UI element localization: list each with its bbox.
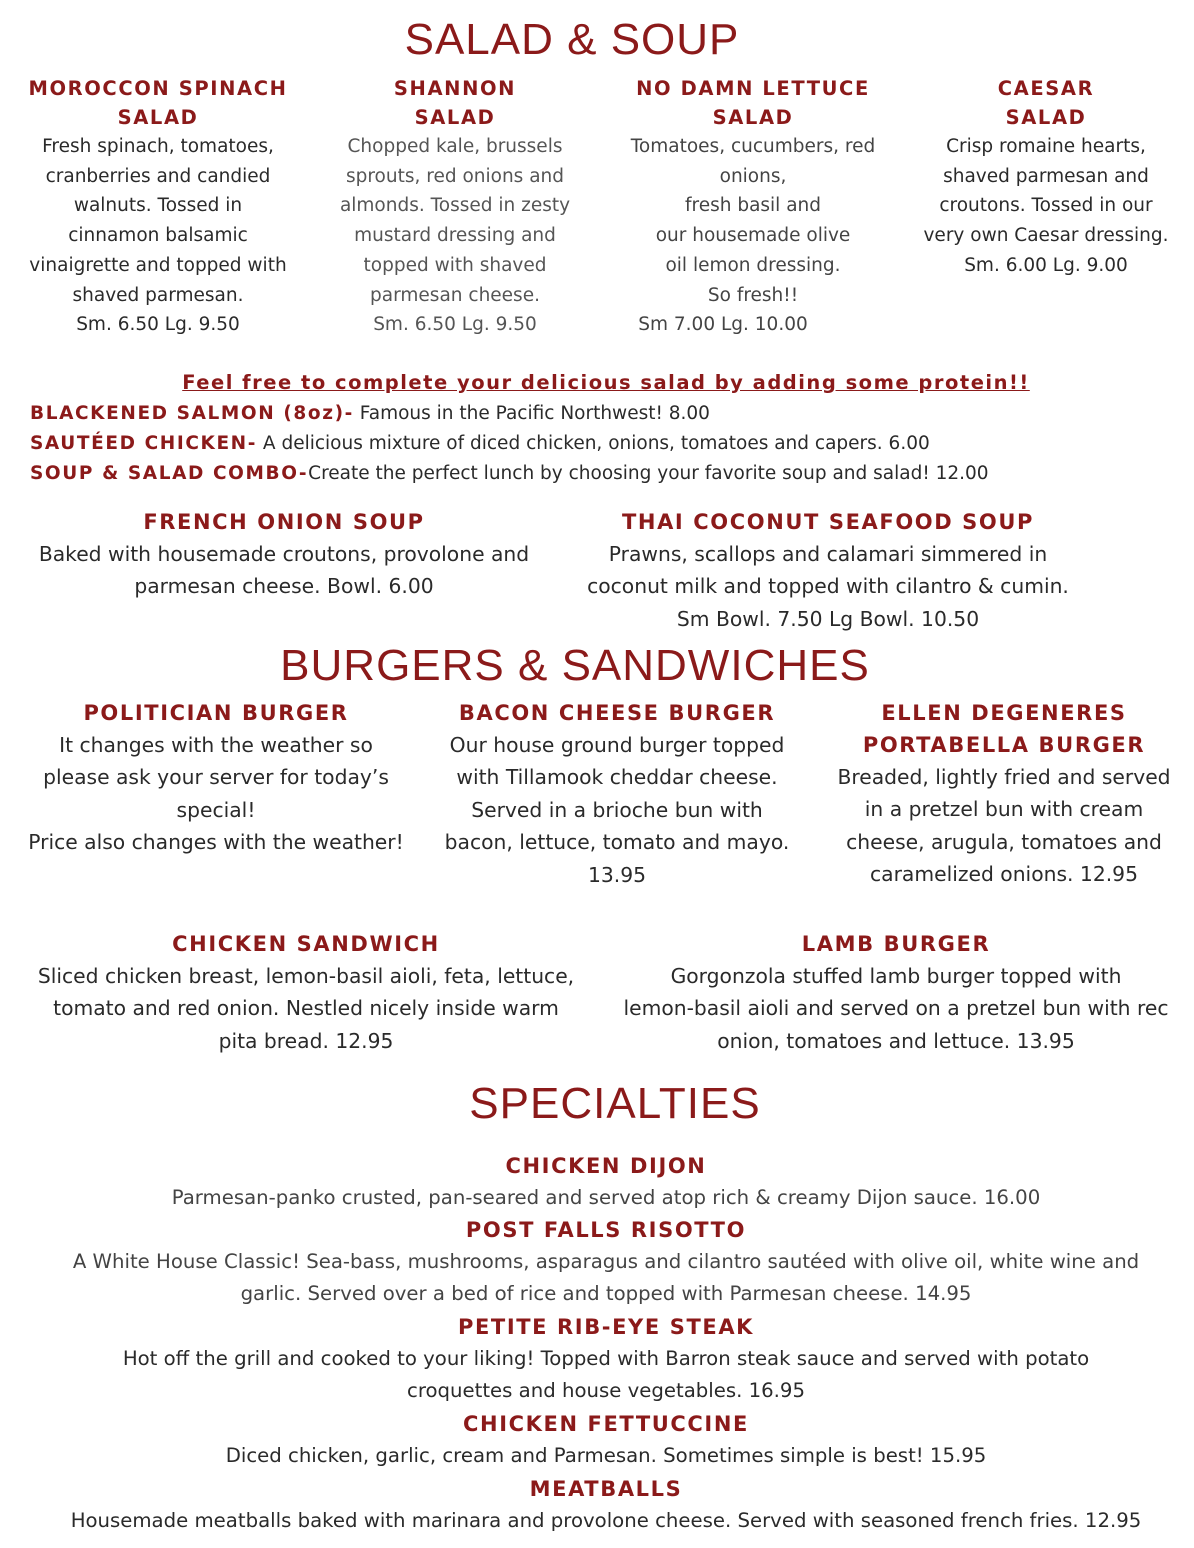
item-name: ELLEN DEGENERES PORTABELLA BURGER — [862, 701, 1146, 757]
menu-item-lamb-burger — [604, 928, 1188, 1057]
protein-item-soup-salad-combo — [30, 459, 989, 488]
item-name: PETITE RIB-EYE STEAK — [457, 1315, 755, 1339]
item-name: MEATBALLS — [529, 1477, 683, 1501]
item-name: NO DAMN LETTUCE SALAD — [636, 77, 870, 129]
item-description: A delicious mixture of diced chicken, onions, tomatoes and capers. 6.00 — [257, 433, 930, 454]
item-description: Diced chicken, garlic, cream and Parmesan. Sometimes simple is best! 15.95 — [225, 1444, 987, 1467]
item-description: Gorgonzola stuffed lamb burger topped with lemon-basil aioli and served on a pretzel bun with rec onion, tomatoes and lettuce. 13.95 — [623, 964, 1169, 1053]
item-description: Our house ground burger topped with Tillamook cheddar cheese. Served in a brioche bun with bacon, lettuce, tomato and mayo. 13.95 — [444, 733, 790, 887]
item-description: Housemade meatballs baked with marinara and provolone cheese. Served with seasoned french fries. 12.95 — [70, 1509, 1142, 1532]
menu-item-chicken-dijon — [0, 1150, 1194, 1214]
item-name: SAUTÉED CHICKEN- — [30, 433, 258, 454]
item-name: SOUP & SALAD COMBO- — [30, 463, 309, 484]
item-name: MOROCCON SPINACH SALAD — [28, 77, 288, 129]
item-description: Create the perfect lunch by choosing your favorite soup and salad! 12.00 — [308, 463, 989, 484]
item-description: Prawns, scallops and calamari simmered in coconut milk and topped with cilantro & cumin. Sm Bowl. 7.50 Lg Bowl. 10.50 — [587, 542, 1069, 631]
item-description: Fresh spinach, tomatoes, cranberries and candied walnuts. Tossed in cinnamon balsamic vinaigrette and topped with shaved parmesan. Sm. 6.50 Lg. 9.50 — [29, 136, 287, 336]
item-description: Breaded, lightly fried and served in a pretzel bun with cream cheese, arugula, tomatoes and caramelized onions. 12.95 — [837, 765, 1171, 887]
item-name: POST FALLS RISOTTO — [465, 1218, 747, 1242]
item-name: CHICKEN FETTUCCINE — [463, 1412, 749, 1436]
item-description: It changes with the weather so please ask your server for today’s special! Price also changes with the weather! — [28, 733, 404, 855]
section-title-specialties: SPECIALTIES — [469, 1079, 761, 1128]
item-name: BACON CHEESE BURGER — [458, 701, 776, 725]
item-name: CAESAR SALAD — [997, 77, 1095, 129]
menu-item-politician-burger — [16, 697, 416, 859]
section-title-burgers-sandwiches: BURGERS & SANDWICHES — [280, 641, 870, 690]
menu-item-caesar-salad — [906, 74, 1186, 281]
menu-item-ellen-degeneres-portabella-burger — [820, 697, 1188, 891]
item-name: THAI COCONUT SEAFOOD SOUP — [621, 510, 1034, 534]
item-description: Hot off the grill and cooked to your liking! Topped with Barron steak sauce and served with potato croquettes and house vegetables. 16.95 — [122, 1347, 1090, 1403]
protein-item-blackened-salmon — [30, 399, 710, 428]
item-description: Baked with housemade croutons, provolone and parmesan cheese. Bowl. 6.00 — [38, 542, 530, 599]
item-name: BLACKENED SALMON (8oz)- — [30, 403, 354, 424]
menu-item-meatballs — [0, 1473, 1194, 1537]
protein-heading: Feel free to complete your delicious salad by adding some protein!! — [182, 371, 1030, 394]
menu-item-moroccon-spinach-salad — [18, 74, 298, 340]
menu-item-bacon-cheese-burger — [420, 697, 814, 891]
item-name: LAMB BURGER — [801, 932, 991, 956]
item-description: Sliced chicken breast, lemon-basil aioli, feta, lettuce, tomato and red onion. Nestled nicely inside warm pita bread. 12.95 — [37, 964, 575, 1053]
menu-item-shannon-salad — [315, 74, 595, 340]
menu-item-chicken-fettuccine — [0, 1408, 1194, 1472]
menu-item-no-damn-lettuce-salad — [613, 74, 893, 340]
item-description: A White House Classic! Sea-bass, mushrooms, asparagus and cilantro sautéed with olive oil, white wine and garlic. Served over a bed of rice and topped with Parmesan cheese. 14.95 — [72, 1250, 1140, 1306]
item-description: Parmesan-panko crusted, pan-seared and served atop rich & creamy Dijon sauce. 16.00 — [171, 1186, 1041, 1209]
item-name: POLITICIAN BURGER — [83, 701, 349, 725]
menu-item-chicken-sandwich — [14, 928, 598, 1057]
menu-item-post-falls-risotto — [0, 1214, 1194, 1311]
menu-item-petite-rib-eye-steak — [0, 1311, 1194, 1408]
item-name: SHANNON SALAD — [393, 77, 517, 129]
section-title-salad-soup: SALAD & SOUP — [404, 15, 740, 64]
menu-item-thai-coconut-seafood-soup — [560, 506, 1096, 635]
item-name: CHICKEN SANDWICH — [172, 932, 440, 956]
item-description: Famous in the Pacific Northwest! 8.00 — [353, 403, 710, 424]
item-name: CHICKEN DIJON — [505, 1154, 707, 1178]
item-description: Chopped kale, brussels sprouts, red onions and almonds. Tossed in zesty mustard dressing and topped with shaved parmesan cheese. Sm. 6.50 Lg. 9.50 — [339, 136, 571, 336]
item-description: Crisp romaine hearts, shaved parmesan and croutons. Tossed in our very own Caesar dressing. Sm. 6.00 Lg. 9.00 — [923, 136, 1169, 276]
protein-item-sauteed-chicken — [30, 429, 930, 458]
item-name: FRENCH ONION SOUP — [143, 510, 425, 534]
menu-item-french-onion-soup — [12, 506, 556, 603]
item-description: Tomatoes, cucumbers, red onions, fresh basil and our housemade olive oil lemon dressing. So fresh!! Sm 7.00 Lg. 10.00 — [630, 136, 876, 336]
